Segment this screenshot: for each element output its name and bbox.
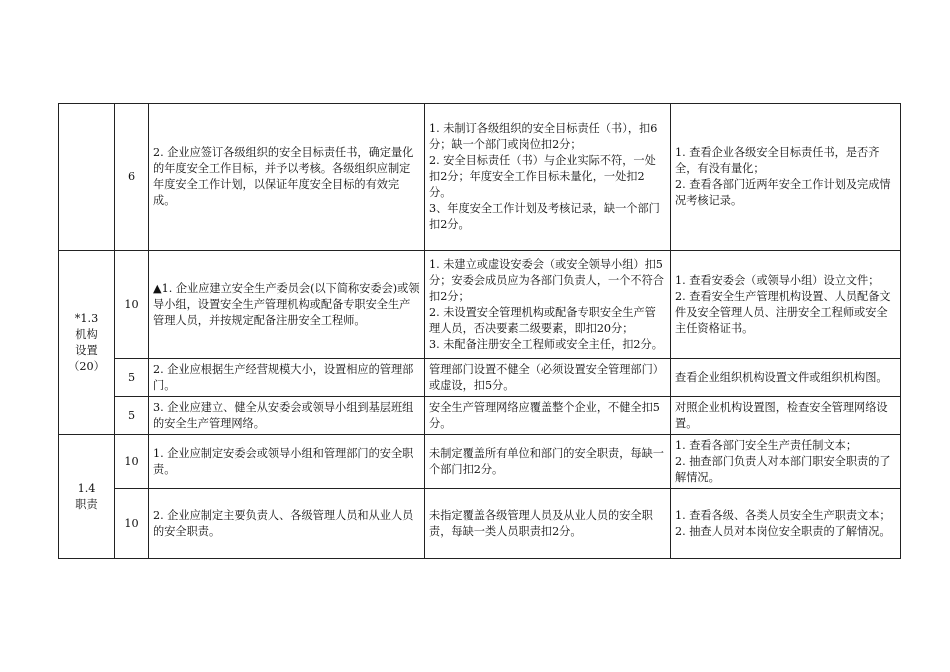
score-cell: 10 [115, 251, 149, 359]
table-row [59, 489, 901, 559]
method-line: 2. 抽查人员对本岗位安全职责的了解情况。 [675, 524, 891, 538]
standard-cell [425, 104, 671, 251]
standard-cell: 安全生产管理网络应覆盖整个企业，不健全扣5分。 [425, 397, 671, 435]
method-line: 1. 查看各级、各类人员安全生产职责文本； [675, 508, 891, 522]
category-line: （20） [68, 359, 105, 373]
score-cell: 5 [115, 397, 149, 435]
table-row [59, 359, 901, 397]
score-cell: 5 [115, 359, 149, 397]
method-line: 2. 查看安全生产管理机构设置、人员配备文件及安全管理人员、注册安全工程师或安全主任资格证书。 [675, 289, 891, 335]
table-row [59, 397, 901, 435]
method-cell [671, 489, 901, 559]
table-row [59, 104, 901, 251]
category-cell [59, 251, 115, 435]
safety-standard-table [58, 103, 901, 559]
standard-line: 1. 未制订各级组织的安全目标责任（书），扣6分；缺一个部门或岗位扣2分； [429, 122, 658, 151]
score-cell: 10 [115, 435, 149, 489]
requirement-cell: 2. 企业应根据生产经营规模大小，设置相应的管理部门。 [149, 359, 425, 397]
method-cell: 查看企业组织机构设置文件或组织机构图。 [671, 359, 901, 397]
category-cell [59, 104, 115, 251]
method-cell [671, 435, 901, 489]
standard-line: 2. 安全目标责任（书）与企业实际不符，一处扣2分；年度安全工作目标未量化，一处扣2分。 [429, 154, 656, 199]
method-line: 1. 查看各部门安全生产责任制文本； [675, 438, 858, 452]
standard-cell: 未制定覆盖所有单位和部门的安全职责，每缺一个部门扣2分。 [425, 435, 671, 489]
score-cell: 10 [115, 489, 149, 559]
method-cell: 对照企业机构设置图，检查安全管理网络设置。 [671, 397, 901, 435]
method-line: 1. 查看安委会（或领导小组）设立文件； [675, 273, 880, 287]
standard-cell: 未指定覆盖各级管理人员及从业人员的安全职责，每缺一类人员职责扣2分。 [425, 489, 671, 559]
method-cell [671, 104, 901, 251]
category-cell [59, 435, 115, 559]
category-line: 机构 [75, 327, 98, 341]
category-line: 设置 [75, 343, 98, 357]
score-cell: 6 [115, 104, 149, 251]
requirement-cell: 1. 企业应制定安委会或领导小组和管理部门的安全职责。 [149, 435, 425, 489]
standard-cell [425, 251, 671, 359]
standard-line: 1. 未建立或虚设安委会（或安全领导小组）扣5分；安委会成员应为各部门负责人，一个不符合扣2分； [429, 257, 664, 303]
method-line: 2. 查看各部门近两年安全工作计划及完成情况考核记录。 [675, 178, 891, 207]
table-row [59, 435, 901, 489]
category-line: *1.3 [74, 311, 99, 325]
method-cell [671, 251, 901, 359]
method-line: 1. 查看企业各级安全目标责任书，是否齐全，有没有量化； [675, 146, 880, 175]
category-line: 职责 [75, 497, 98, 511]
method-line: 2. 抽查部门负责人对本部门职安全职责的了解情况。 [675, 454, 891, 484]
table-row [59, 251, 901, 359]
requirement-cell: 2. 企业应制定主要负责人、各级管理人员和从业人员的安全职责。 [149, 489, 425, 559]
requirement-cell: 3. 企业应建立、健全从安委会或领导小组到基层班组的安全生产管理网络。 [149, 397, 425, 435]
category-line: 1.4 [77, 481, 96, 495]
standard-line: 3、年度安全工作计划及考核记录，缺一个部门扣2分。 [429, 202, 660, 231]
standard-line: 2. 未设置安全管理机构或配备专职安全生产管理人员，否决要素二级要素，即扣20分； [429, 305, 656, 335]
requirement-cell: ▲1. 企业应建立安全生产委员会(以下简称安委会)或领导小组，设置安全生产管理机构或配备专职安全生产管理人员，并按规定配备注册安全工程师。 [149, 251, 425, 359]
standard-line: 3. 未配备注册安全工程师或安全主任，扣2分。 [429, 337, 663, 351]
standard-cell: 管理部门设置不健全（必须设置安全管理部门）或虚设，扣5分。 [425, 359, 671, 397]
requirement-cell: 2. 企业应签订各级组织的安全目标责任书，确定量化的年度安全工作目标，并予以考核。各级组织应制定年度安全工作计划，以保证年度安全目标的有效完成。 [149, 104, 425, 251]
